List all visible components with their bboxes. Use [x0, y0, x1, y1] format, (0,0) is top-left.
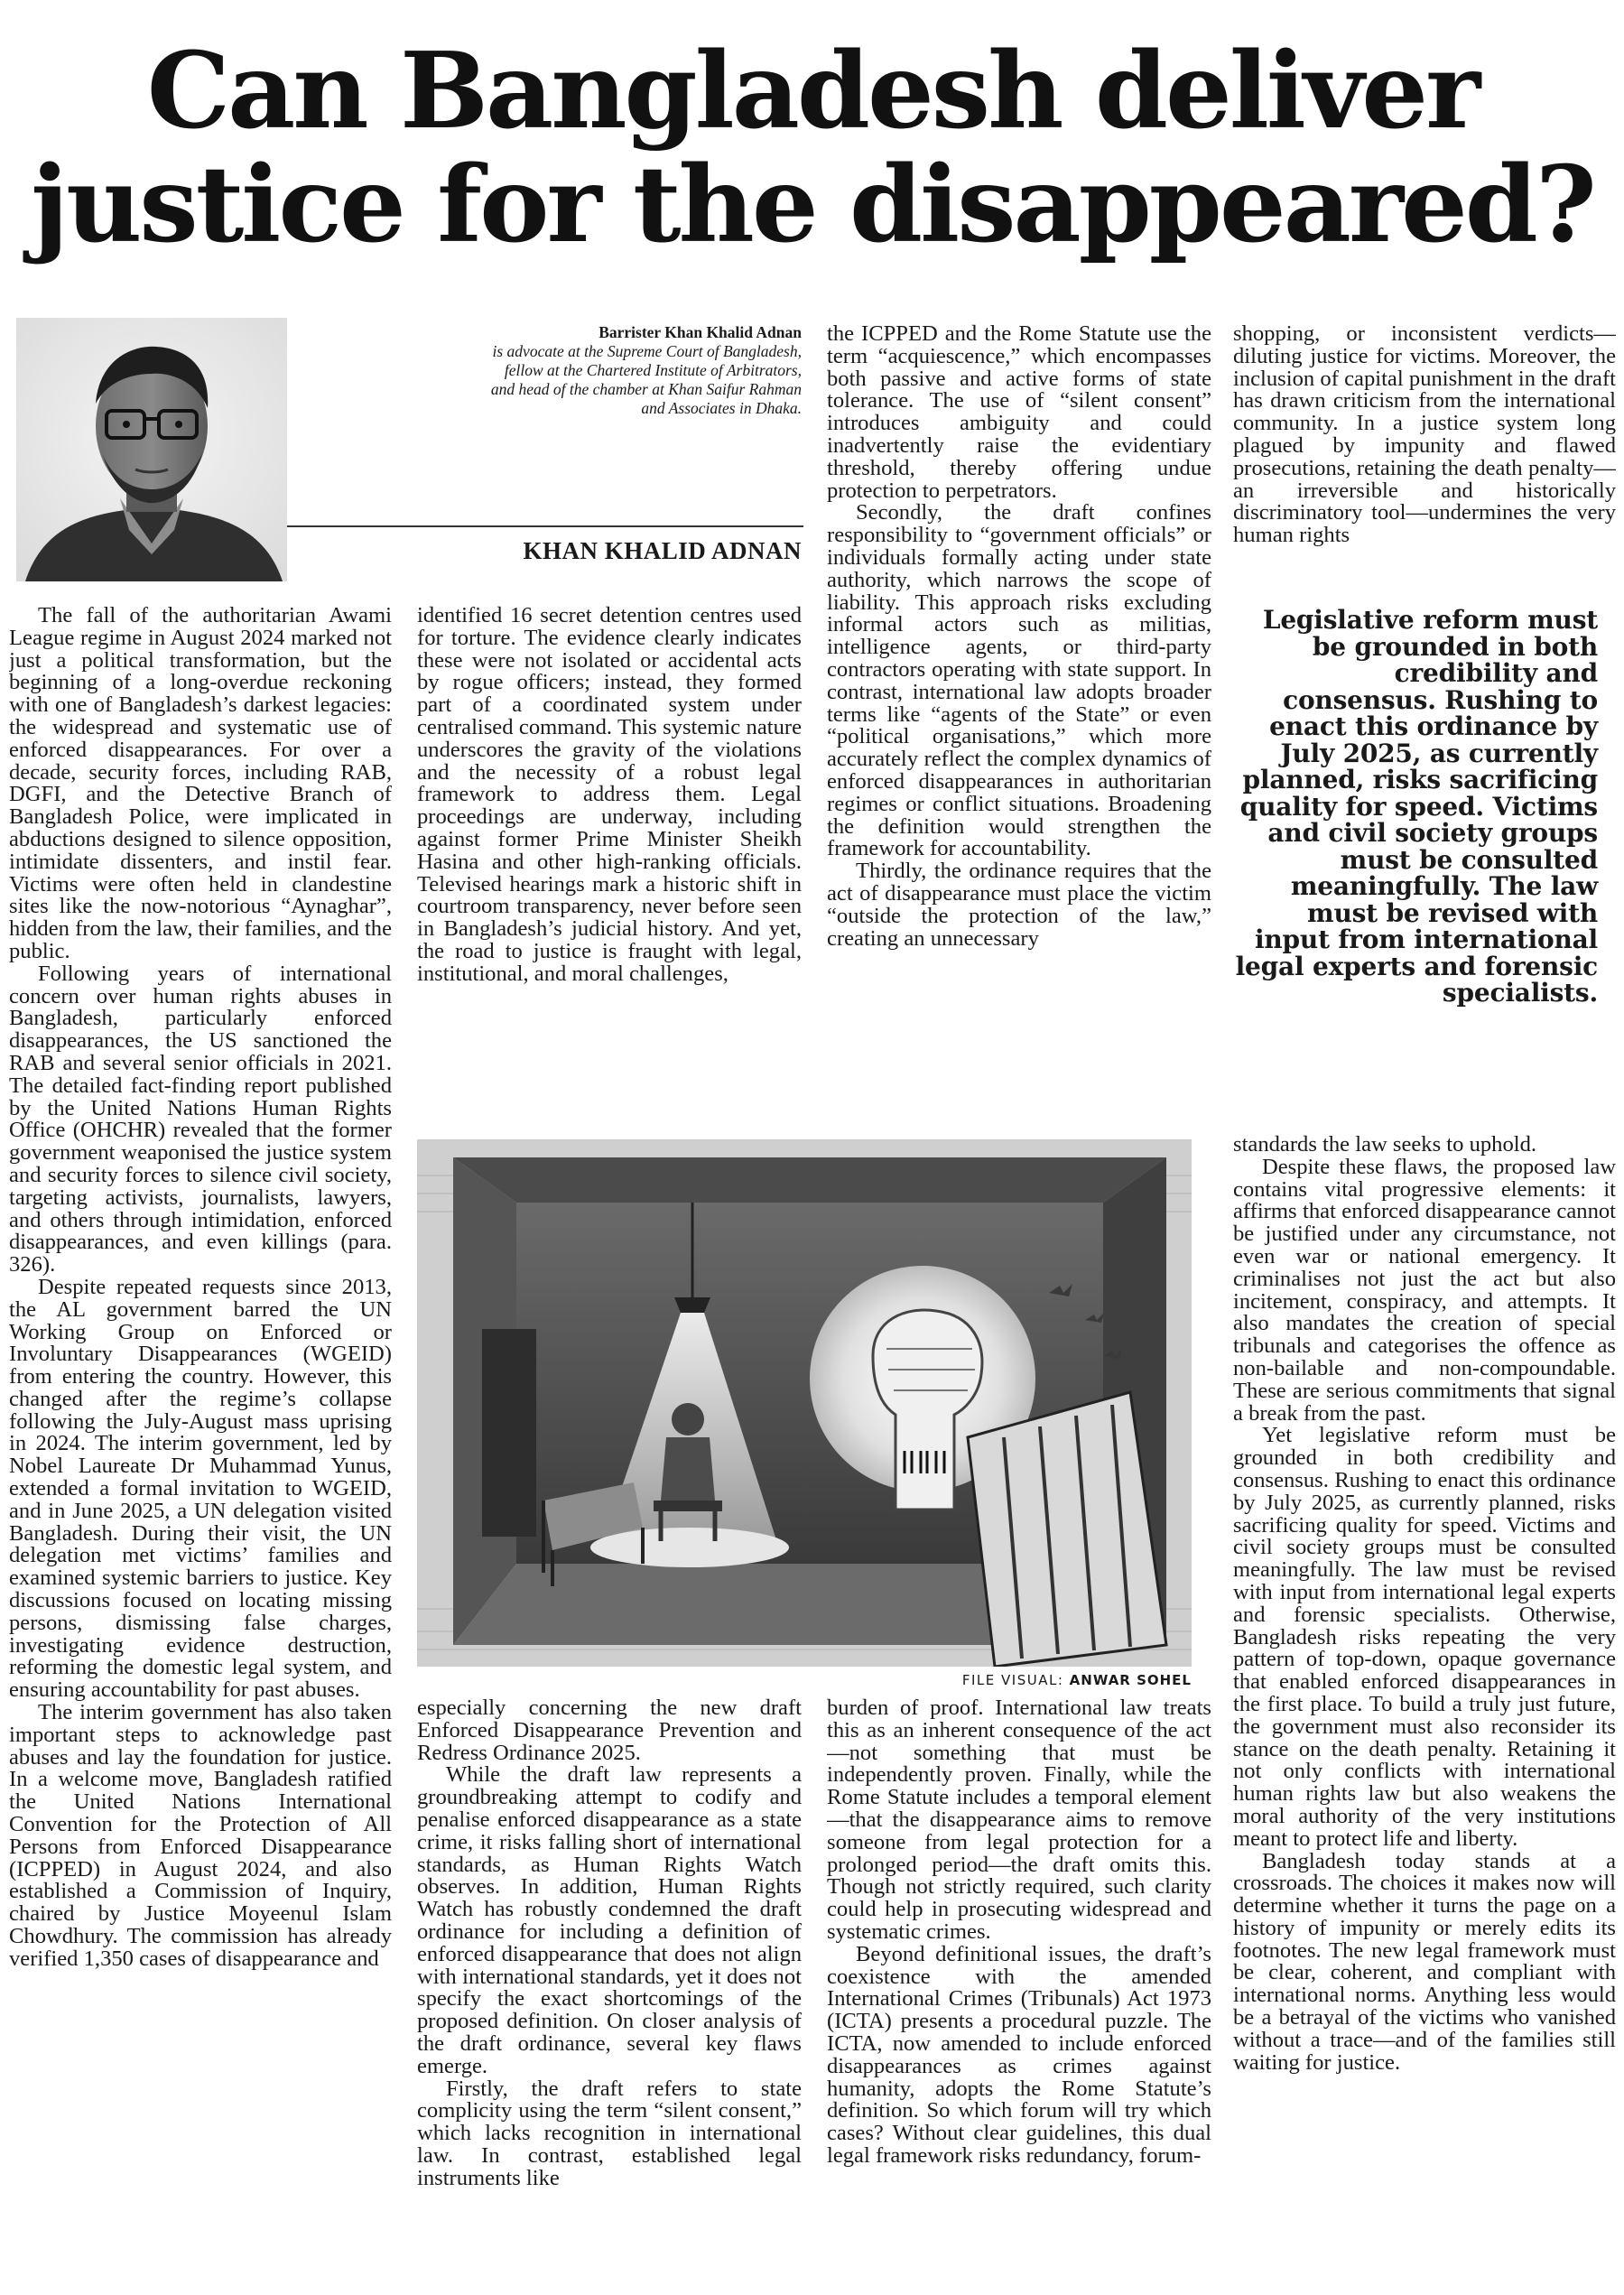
- pull-quote: Legislative reform must be grounded in both credibility and consensus. Rushing to enact this ordinance by July 2025, as currently planned, risks sacrificing quality for speed. Victims and civil society groups must be consulted meaningfully. The law must be revised with input from international legal experts and forensic specialists.: [1235, 605, 1598, 1008]
- byline: [307, 323, 802, 418]
- column-1: [9, 605, 392, 2284]
- paragraph: shopping, or inconsistent verdicts—diluting justice for victims. Moreover, the inclusion of capital punishment in the draft has drawn criticism from the international community. In a justice system long plagued by impunity and flawed prosecutions, retaining the death penalty—an irreversible and historically discriminatory tool—undermines the very human rights: [1233, 323, 1616, 548]
- credit-label: FILE VISUAL:: [961, 1672, 1064, 1688]
- byline-divider: [287, 525, 803, 527]
- paragraph: the ICPPED and the Rome Statute use the term “acquiescence,” which encompasses both passive and active forms of state tolerance. The use of “silent consent” introduces ambiguity and could inadvertently raise the evidentiary threshold, thereby offering undue protection to perpetrators.: [827, 323, 1211, 503]
- paragraph: Bangladesh today stands at a crossroads. The choices it makes now will determine whether it turns the page on a history of impunity or merely edits its footnotes. The new legal framework must be clear, coherent, and compliant with international norms. Anything less would be a betrayal of the victims who vanished without a trace—and of the families still waiting for justice.: [1233, 1848, 1616, 2075]
- byline-desc-line-3: and head of the chamber at Khan Saifur Rahman: [490, 380, 802, 398]
- paragraph: Yet legislative reform must be grounded in both credibility and consensus. Rushing to enact this ordinance by July 2025, as currently planned, risks sacrificing quality for speed. Victims and civil society groups must be consulted meaningfully. The law must be revised with input from international legal experts and forensic specialists. Otherwise, Bangladesh risks repeating the very pattern of top-down, opaque governance that enabled enforced disappearances in the first place. To build a truly just future, the government must also reconsider its stance on the death penalty. Retaining it not only conflicts with international human rights law but also weakens the moral authority of the very institutions meant to protect life and liberty.: [1233, 1423, 1616, 1851]
- illustration-credit: [812, 1672, 1192, 1688]
- byline-desc-line-2: fellow at the Chartered Institute of Arbitrators,: [504, 361, 802, 379]
- paragraph: standards the law seeks to uphold.: [1233, 1134, 1537, 1157]
- byline-desc-line-1: is advocate at the Supreme Court of Bangladesh,: [492, 342, 802, 360]
- illustration: [417, 1139, 1192, 1667]
- paragraph: While the draft law represents a groundbreaking attempt to codify and penalise enforced disappearance as a state crime, it risks falling short of international standards, as Human Rights Watch observes. In addition, Human Rights Watch has robustly condemned the draft ordinance for including a definition of enforced disappearance that does not align with international standards, yet it does not specify the exact shortcomings of the proposed definition. On closer analysis of the draft ordinance, several key flaws emerge.: [417, 1762, 802, 2078]
- author-photo: [16, 318, 287, 581]
- paragraph: Thirdly, the ordinance requires that the act of disappearance must place the victim “outside the protection of the law,” creating an unnecessary: [827, 859, 1211, 951]
- headline-line-1: Can Bangladesh deliver: [146, 30, 1479, 153]
- paragraph: identified 16 secret detention centres used for torture. The evidence clearly indicates these were not isolated or accidental acts by rogue officers; instead, they formed part of a coordinated system under centralised command. This systemic nature underscores the gravity of the violations and the necessity of a robust legal framework to address them. Legal proceedings are underway, including against former Prime Minister Sheikh Hasina and other high-ranking officials. Televised hearings mark a historic shift in courtroom transparency, never before seen in Bangladesh’s judicial history. And yet, the road to justice is fraught with legal, institutional, and moral challenges,: [417, 605, 802, 986]
- byline-name: Barrister Khan Khalid Adnan: [599, 323, 802, 341]
- column-2-top: [417, 605, 802, 1110]
- column-4-bottom: [1233, 1134, 1616, 2286]
- column-4-top: [1233, 323, 1616, 585]
- illustration-icon: [417, 1139, 1192, 1667]
- paragraph: The fall of the authoritarian Awami League regime in August 2024 marked not just a political transformation, but the beginning of a long-overdue reckoning with one of Bangladesh’s darkest legacies: the widespread and systematic use of enforced disappearances. For over a decade, security forces, including RAB, DGFI, and the Detective Branch of Bangladesh Police, were implicated in abductions designed to silence opposition, intimidate dissenters, and instil fear. Victims were often held in clandestine sites like the now-notorious “Aynaghar”, hidden from the law, their families, and the public.: [9, 605, 392, 963]
- paragraph: Beyond definitional issues, the draft’s coexistence with the amended International Crimes (Tribunals) Act 1973 (ICTA) presents a procedural puzzle. The ICTA, now amended to include enforced disappearances as crimes against humanity, adopts the Rome Statute’s definition. So which forum will try which cases? Without clear guidelines, this dual legal framework risks redundancy, forum-: [827, 1941, 1211, 2168]
- author-portrait-icon: [16, 318, 287, 581]
- column-3-top: [827, 323, 1211, 1109]
- byline-desc-line-4: and Associates in Dhaka.: [641, 399, 802, 417]
- paragraph: Secondly, the draft confines responsibility to “government officials” or individuals formally acting under state authority, which narrows the scope of liability. This approach risks excluding informal actors such as militias, intelligence agents, or third-party contractors operating with state support. In contrast, international law adopts broader terms like “agents of the State” or even “political organisations,” which more accurately reflect the complex dynamics of enforced disappearances in authoritarian regimes or conflict situations. Broadening the definition would strengthen the framework for accountability.: [827, 500, 1211, 861]
- paragraph: especially concerning the new draft Enforced Disappearance Prevention and Redress Ordinance 2025.: [417, 1697, 802, 1765]
- headline: [18, 30, 1607, 266]
- paragraph: burden of proof. International law treats this as an inherent consequence of the act—not something that must be independently proven. Finally, while the Rome Statute includes a temporal element—that the disappearance aims to remove someone from legal protection for a prolonged period—the draft omits this. Though not strictly required, such clarity could help in prosecuting widespread and systematic crimes.: [827, 1697, 1211, 1944]
- paragraph: The interim government has also taken important steps to acknowledge past abuses and lay the foundation for justice. In a welcome move, Bangladesh ratified the United Nations International Convention for the Protection of All Persons from Enforced Disappearance (ICPPED) in August 2024, and also established a Commission of Inquiry, chaired by Justice Moyeenul Islam Chowdhury. The commission has already verified 1,350 cases of disappearance and: [9, 1700, 392, 1971]
- column-2-bottom: [417, 1697, 802, 2284]
- headline-line-2: justice for the disappeared?: [31, 144, 1594, 266]
- paragraph: Despite these flaws, the proposed law contains vital progressive elements: it affirms that enforced disappearance cannot be justified under any circumstance, not even war or national emergency. It criminalises not just the act but also incitement, conspiracy, and attempts. It also mandates the creation of special tribunals and categorises the offence as non-bailable and non-compoundable. These are serious commitments that signal a break from the past.: [1233, 1154, 1616, 1426]
- column-3-bottom: [827, 1697, 1211, 2284]
- author-name: KHAN KHALID ADNAN: [523, 537, 802, 564]
- credit-name: ANWAR SOHEL: [1069, 1672, 1192, 1688]
- paragraph: Firstly, the draft refers to state complicity using the term “silent consent,” which lacks recognition in international law. In contrast, established legal instruments like: [417, 2076, 802, 2190]
- paragraph: Despite repeated requests since 2013, the AL government barred the UN Working Group on Enforced or Involuntary Disappearances (WGEID) from entering the country. However, this changed after the regime’s collapse following the July-August mass uprising in 2024. The interim government, led by Nobel Laureate Dr Muhammad Yunus, extended a formal invitation to WGEID, and in June 2025, a UN delegation visited Bangladesh. During their visit, the UN delegation met victims’ families and examined systemic barriers to justice. Key discussions focused on locating missing persons, dismissing false charges, investigating evidence destruction, reforming the domestic legal system, and ensuring accountability for past abuses.: [9, 1274, 392, 1703]
- paragraph: Following years of international concern over human rights abuses in Bangladesh, particularly enforced disappearances, the US sanctioned the RAB and several senior officials in 2021. The detailed fact-finding report published by the United Nations Human Rights Office (OHCHR) revealed that the former government weaponised the justice system and security forces to silence civil society, targeting activists, journalists, lawyers, and others through intimidation, enforced disappearances, and even killings (para. 326).: [9, 961, 392, 1278]
